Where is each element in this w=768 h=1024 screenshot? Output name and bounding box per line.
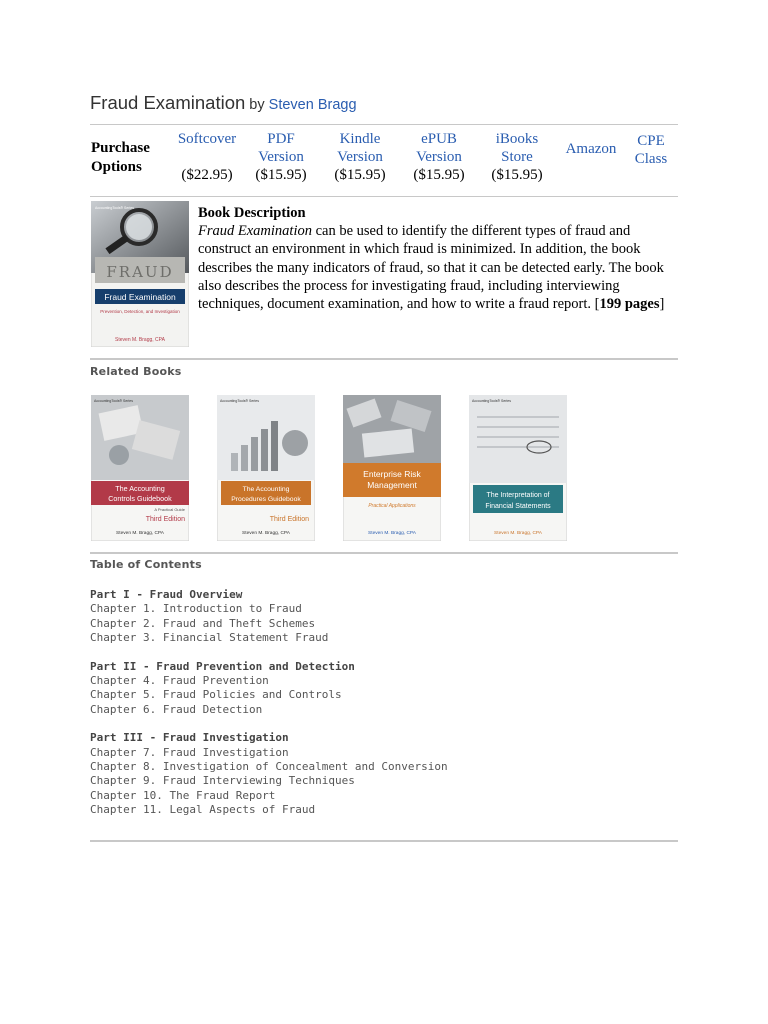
book-cover-fraud-examination[interactable]: [91, 201, 189, 347]
svg-text:Enterprise Risk: Enterprise Risk: [363, 469, 421, 479]
svg-text:Steven M. Bragg, CPA: Steven M. Bragg, CPA: [368, 531, 416, 536]
amazon-link[interactable]: Amazon: [565, 141, 617, 157]
purchase-label-line1: Purchase: [91, 140, 150, 156]
option-kindle: [328, 130, 392, 184]
svg-text:A Practical Guide: A Practical Guide: [154, 507, 185, 512]
related-books-label: Related Books: [90, 365, 182, 378]
svg-text:Steven M. Bragg, CPA: Steven M. Bragg, CPA: [116, 531, 164, 536]
toc-label: Table of Contents: [90, 558, 202, 571]
svg-text:AccountingTools® Series: AccountingTools® Series: [94, 399, 133, 403]
related-book-procedures-guidebook[interactable]: [217, 395, 315, 541]
toc-part: [90, 731, 448, 817]
toc-chapter: Chapter 7. Fraud Investigation: [90, 745, 289, 759]
epub-price: ($15.95): [413, 167, 465, 183]
page-title: [90, 92, 357, 114]
svg-text:Practical Applications: Practical Applications: [368, 503, 416, 509]
kindle-link[interactable]: Kindle Version: [337, 131, 383, 165]
toc-chapter: Chapter 11. Legal Aspects of Fraud: [90, 803, 316, 817]
ibooks-price: ($15.95): [491, 167, 543, 183]
toc-chapter: Chapter 6. Fraud Detection: [90, 702, 263, 716]
svg-text:AccountingTools® Series: AccountingTools® Series: [95, 206, 134, 210]
softcover-link[interactable]: Softcover: [177, 131, 237, 147]
purchase-label-line2: Options: [91, 159, 142, 175]
divider: [90, 196, 678, 197]
epub-link[interactable]: ePUB Version: [416, 131, 462, 165]
related-book-enterprise-risk[interactable]: [343, 395, 441, 541]
softcover-price: ($22.95): [181, 167, 233, 183]
toc-part: [90, 588, 448, 646]
svg-text:Steven M. Bragg, CPA: Steven M. Bragg, CPA: [494, 531, 542, 536]
option-softcover: [174, 130, 240, 184]
svg-text:The Accounting: The Accounting: [115, 484, 165, 493]
divider: [90, 358, 678, 360]
related-book-controls-guidebook[interactable]: [91, 395, 189, 541]
kindle-price: ($15.95): [334, 167, 386, 183]
cover-fraud-word: FRAUD: [106, 263, 174, 281]
author-link[interactable]: Steven Bragg: [268, 97, 357, 113]
option-cpe: [630, 132, 672, 168]
cpe-class-link[interactable]: CPE Class: [634, 133, 668, 167]
toc-chapter: Chapter 4. Fraud Prevention: [90, 674, 269, 688]
divider: [90, 840, 678, 842]
svg-text:Controls Guidebook: Controls Guidebook: [108, 494, 172, 503]
svg-text:AccountingTools® Series: AccountingTools® Series: [472, 399, 511, 403]
pdf-price: ($15.95): [255, 167, 307, 183]
toc-part-title: Part II - Fraud Prevention and Detection: [90, 659, 355, 673]
svg-text:Prevention, Detection, and Inv: Prevention, Detection, and Investigation: [100, 309, 180, 314]
cover-title: Fraud Examination: [104, 292, 176, 302]
svg-text:Steven M. Bragg, CPA: Steven M. Bragg, CPA: [242, 531, 290, 536]
description-text: Fraud Examination can be used to identify the different types of fraud and construct an environment in which fraud is minimized. In addition, the book describes the many indicators of fraud, so that it can be detected early. The book also describes the process for investigating fraud, including interviewing techniques, document examination, and how to write a fraud report. [199 pages]: [198, 223, 665, 313]
toc-chapter: Chapter 2. Fraud and Theft Schemes: [90, 616, 316, 630]
divider: [90, 552, 678, 554]
cover-art: [91, 201, 189, 347]
ibooks-link[interactable]: iBooks Store: [495, 131, 539, 165]
toc-chapter: Chapter 8. Investigation of Concealment and Conversion: [90, 760, 448, 774]
toc-chapter: Chapter 10. The Fraud Report: [90, 788, 276, 802]
table-of-contents: [90, 588, 448, 832]
option-epub: [406, 130, 472, 184]
svg-text:Management: Management: [367, 480, 417, 490]
svg-text:Third Edition: Third Edition: [145, 516, 185, 523]
toc-chapter: Chapter 5. Fraud Policies and Controls: [90, 688, 342, 702]
purchase-options-label: [91, 139, 150, 177]
option-pdf: [250, 130, 312, 184]
related-book-interpretation-financial-statements[interactable]: [469, 395, 567, 541]
toc-part: [90, 660, 448, 718]
svg-text:Financial Statements: Financial Statements: [485, 503, 551, 510]
toc-chapter: Chapter 9. Fraud Interviewing Techniques: [90, 774, 355, 788]
pdf-link[interactable]: PDF Version: [258, 131, 304, 165]
svg-text:Procedures Guidebook: Procedures Guidebook: [231, 496, 301, 503]
svg-text:The Accounting: The Accounting: [242, 486, 290, 493]
option-amazon: [560, 140, 622, 158]
toc-part-title: Part III - Fraud Investigation: [90, 731, 289, 745]
book-title: Fraud Examination: [90, 92, 246, 113]
toc-chapter: Chapter 3. Financial Statement Fraud: [90, 631, 329, 645]
option-ibooks: [485, 130, 549, 184]
toc-chapter: Chapter 1. Introduction to Fraud: [90, 602, 302, 616]
title-by: by: [245, 97, 269, 113]
book-description: [198, 204, 682, 313]
svg-text:AccountingTools® Series: AccountingTools® Series: [220, 399, 259, 403]
toc-part-title: Part I - Fraud Overview: [90, 588, 243, 601]
description-heading: Book Description: [198, 205, 306, 221]
svg-text:The Interpretation of: The Interpretation of: [486, 492, 550, 499]
divider: [90, 124, 678, 125]
svg-text:Third Edition: Third Edition: [269, 516, 309, 523]
svg-text:Steven M. Bragg, CPA: Steven M. Bragg, CPA: [115, 337, 165, 343]
